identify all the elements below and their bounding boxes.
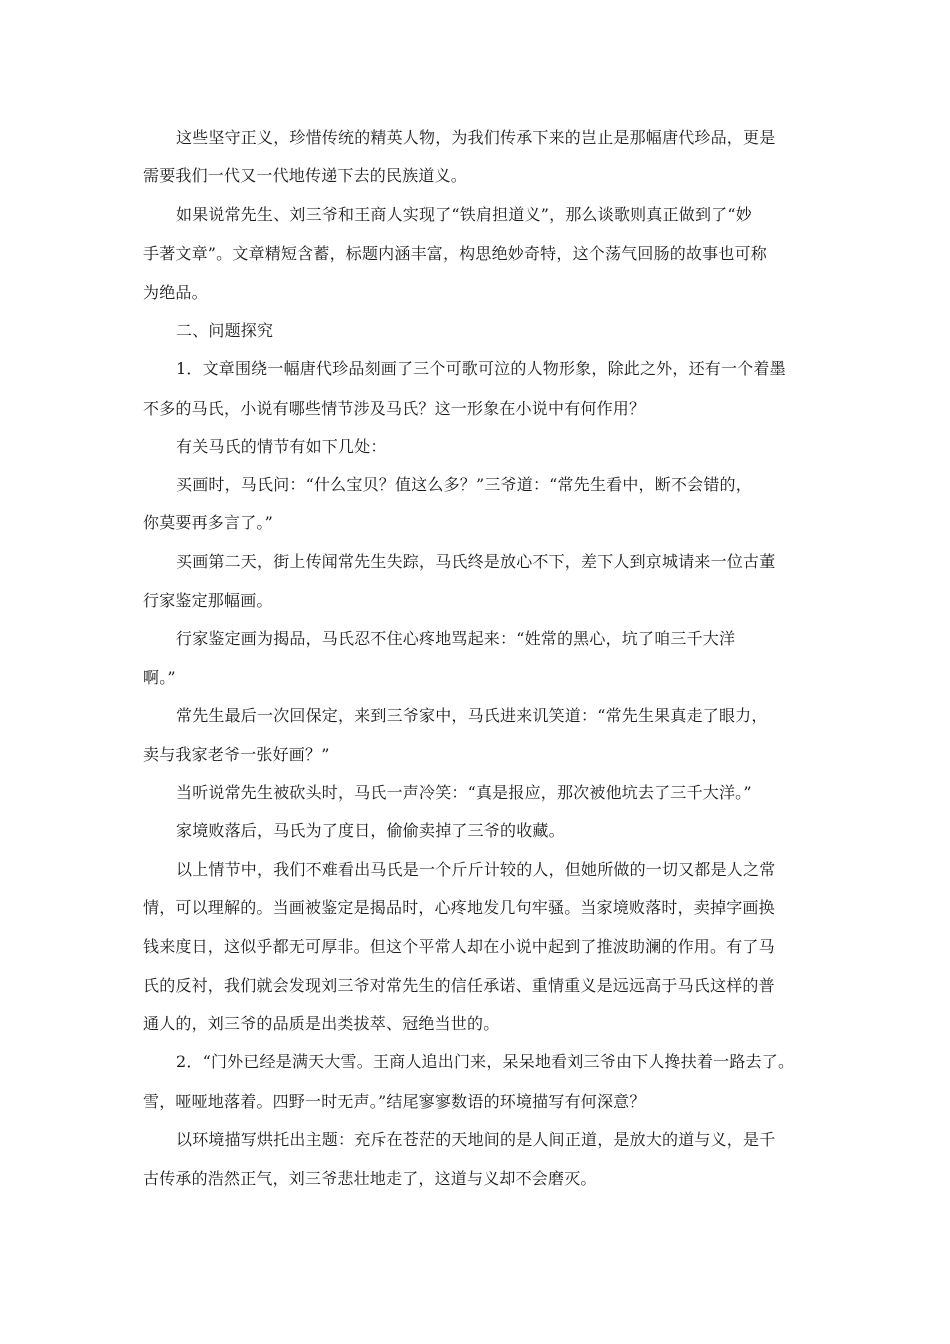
text-line: 手著文章”。文章精短含蓄，标题内涵丰富，构思绝妙奇特，这个荡气回肠的故事也可称 <box>143 244 767 263</box>
text-line: 以环境描写烘托出主题：充斥在苍茫的天地间的是人间正道，是放大的道与义，是千 <box>176 1130 776 1149</box>
text-line: 这些坚守正义，珍惜传统的精英人物，为我们传承下来的岂止是那幅唐代珍品，更是 <box>176 128 776 147</box>
text-line: 你莫要再多言了。” <box>143 513 273 532</box>
text-line: 古传承的浩然正气，刘三爷悲壮地走了，这道与义却不会磨灭。 <box>143 1169 597 1188</box>
text-line: 雪，哑哑地落着。四野一时无声。”结尾寥寥数语的环境描写有何深意？ <box>143 1092 646 1111</box>
text-line: 行家鉴定画为揭品，马氏忍不住心疼地骂起来：“姓常的黑心，坑了咱三千大洋 <box>176 629 736 648</box>
text-line: 常先生最后一次回保定，来到三爷家中，马氏进来讥笑道：“常先生果真走了眼力， <box>176 706 768 725</box>
section-heading: 二、问题探究 <box>176 321 274 340</box>
text-line: 1．文章围绕一幅唐代珍品刻画了三个可歌可泣的人物形象，除此之外，还有一个着墨 <box>176 359 786 378</box>
text-line: 啊。” <box>143 668 176 687</box>
text-line: 2．“门外已经是满天大雪。王商人追出门来，呆呆地看刘三爷由下人搀扶着一路去了。 <box>176 1052 795 1071</box>
text-line: 通人的，刘三爷的品质是出类拔萃、冠绝当世的。 <box>143 1014 500 1033</box>
text-line: 家境败落后，马氏为了度日，偷偷卖掉了三爷的收藏。 <box>176 821 565 840</box>
text-line: 不多的马氏，小说有哪些情节涉及马氏？这一形象在小说中有何作用？ <box>143 399 646 418</box>
text-line: 钱来度日，这似乎都无可厚非。但这个平常人却在小说中起到了推波助澜的作用。有了马 <box>143 937 775 956</box>
text-line: 有关马氏的情节有如下几处： <box>176 437 387 456</box>
text-line: 情，可以理解的。当画被鉴定是揭品时，心疼地发几句牢骚。当家境败落时，卖掉字画换 <box>143 898 775 917</box>
text-line: 买画第二天，街上传闻常先生失踪，马氏终是放心不下，差下人到京城请来一位古董 <box>176 552 776 571</box>
text-line: 以上情节中，我们不难看出马氏是一个斤斤计较的人，但她所做的一切又都是人之常 <box>176 860 776 879</box>
text-line: 当听说常先生被砍头时，马氏一声冷笑：“真是报应，那次被他坑去了三千大洋。” <box>176 783 752 802</box>
text-line: 需要我们一代又一代地传递下去的民族道义。 <box>143 166 468 185</box>
text-line: 如果说常先生、刘三爷和王商人实现了“铁肩担道义”，那么谈歌则真正做到了“妙 <box>176 205 752 224</box>
text-line: 行家鉴定那幅画。 <box>143 591 273 610</box>
text-line: 氏的反衬，我们就会发现刘三爷对常先生的信任承诺、重情重义是远远高于马氏这样的普 <box>143 976 775 995</box>
text-line: 为绝品。 <box>143 283 208 302</box>
text-line: 买画时，马氏问：“什么宝贝？值这么多？”三爷道：“常先生看中，断不会错的， <box>176 475 752 494</box>
text-line: 卖与我家老爷一张好画？” <box>143 745 330 764</box>
